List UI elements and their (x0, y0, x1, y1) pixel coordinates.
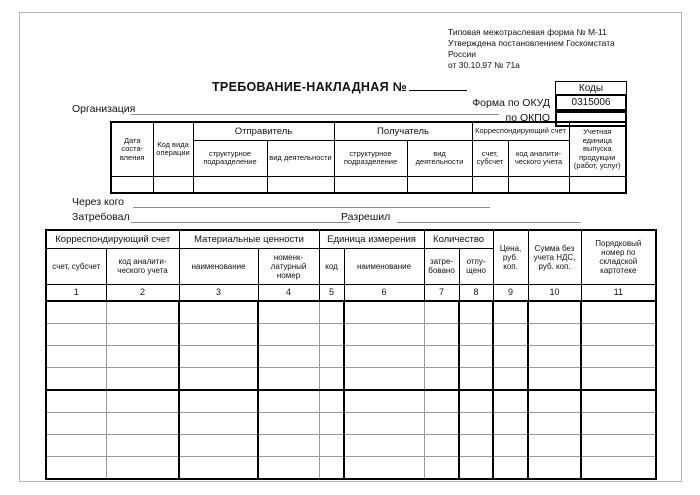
group-corresponding-account: Корреспондирующий счет (46, 230, 179, 248)
grid-cell (106, 301, 179, 324)
grid-cell (258, 456, 319, 479)
grid-cell (581, 367, 656, 390)
grid-cell (46, 456, 106, 479)
col-sum-without-vat: Сумма без учета НДС, руб. коп. (528, 230, 581, 284)
grid-cell (528, 390, 581, 413)
grid-cell (344, 323, 424, 345)
grid-cell (46, 323, 106, 345)
approval-line: России (448, 49, 477, 59)
col-accounting-unit: Учетная единица выпуска продукции (работ, услуг) (569, 122, 626, 176)
grid-cell (459, 345, 493, 367)
col-account-subaccount: счет, субсчет (472, 140, 508, 176)
through-whom-label: Через кого (72, 196, 125, 208)
grid-cell (424, 301, 459, 324)
col-price: Цена, руб. коп. (493, 230, 528, 284)
page-title-text: ТРЕБОВАНИЕ-НАКЛАДНАЯ № (212, 80, 407, 94)
grid-cell (459, 390, 493, 413)
col-sender-activity: вид деятельности (267, 140, 334, 176)
grid-cell (459, 456, 493, 479)
group-corresponding-account: Корреспондирующий счет (472, 122, 569, 140)
col-released: отпу- щено (459, 248, 493, 284)
empty-row (46, 456, 656, 479)
grid-cell (528, 412, 581, 434)
header-table (110, 121, 627, 194)
requested-by-blank (131, 211, 350, 223)
grid-cell (319, 456, 344, 479)
grid-cell (424, 345, 459, 367)
grid-cell (493, 367, 528, 390)
col-requested: затре- бовано (424, 248, 459, 284)
grid-cell (424, 367, 459, 390)
grid-cell (179, 345, 258, 367)
grid-cell (258, 434, 319, 456)
grid-cell (106, 345, 179, 367)
grid-cell (581, 434, 656, 456)
grid-cell (581, 456, 656, 479)
col-analytic-code: код аналити- ческого учета (508, 140, 569, 176)
grid-cell (319, 367, 344, 390)
okud-label: Форма по ОКУД (472, 97, 550, 109)
okpo-label: по ОКПО (505, 112, 550, 124)
col-date: Дата соста- вления (111, 122, 153, 176)
grid-cell (581, 323, 656, 345)
main-table-body (46, 301, 656, 479)
grid-cell (106, 456, 179, 479)
approval-line: Утверждена постановлением Госкомстата (448, 38, 615, 48)
grid-cell (528, 323, 581, 345)
col-nomenclature-number: номенк- латурный номер (258, 248, 319, 284)
organization-label: Организация (72, 103, 136, 115)
grid-cell (319, 301, 344, 324)
approval-line: Типовая межотраслевая форма № М-11 (448, 27, 607, 37)
column-numbers-row: 1 2 3 4 5 6 7 8 9 10 11 (46, 284, 656, 301)
grid-cell (459, 412, 493, 434)
grid-cell (493, 412, 528, 434)
permitted-by-blank (397, 211, 581, 223)
empty-row (46, 390, 656, 413)
grid-cell (344, 367, 424, 390)
grid-cell (46, 390, 106, 413)
grid-cell (179, 412, 258, 434)
group-receiver: Получатель (334, 122, 472, 140)
col-receiver-subdivision: структурное подразделение (334, 140, 407, 176)
grid-cell (424, 323, 459, 345)
grid-cell (424, 390, 459, 413)
grid-cell (179, 301, 258, 324)
grid-cell (528, 345, 581, 367)
group-quantity: Количество (424, 230, 493, 248)
empty-row (46, 345, 656, 367)
grid-cell (258, 412, 319, 434)
grid-cell (106, 323, 179, 345)
grid-cell (459, 301, 493, 324)
grid-cell (46, 345, 106, 367)
grid-cell (344, 345, 424, 367)
main-table (45, 229, 657, 480)
page-title (212, 80, 467, 94)
through-whom-blank (133, 196, 490, 208)
grid-cell (258, 367, 319, 390)
organization-blank (131, 103, 499, 115)
grid-cell (424, 434, 459, 456)
grid-cell (319, 434, 344, 456)
col-analytic-code: код аналити- ческого учета (106, 248, 179, 284)
grid-cell (528, 301, 581, 324)
empty-row (46, 301, 656, 324)
group-material-values: Материальные ценности (179, 230, 319, 248)
col-unit-code: код (319, 248, 344, 284)
grid-cell (528, 434, 581, 456)
grid-cell (258, 323, 319, 345)
grid-cell (581, 345, 656, 367)
grid-cell (493, 301, 528, 324)
grid-cell (528, 367, 581, 390)
grid-cell (319, 323, 344, 345)
grid-cell (424, 456, 459, 479)
grid-cell (179, 456, 258, 479)
okud-value-cell: 0315006 (555, 94, 627, 111)
grid-cell (493, 345, 528, 367)
grid-cell (106, 367, 179, 390)
grid-cell (106, 412, 179, 434)
grid-cell (179, 367, 258, 390)
grid-cell (493, 390, 528, 413)
grid-cell (344, 434, 424, 456)
grid-cell (258, 345, 319, 367)
col-account-subaccount: счет, субсчет (46, 248, 106, 284)
grid-cell (319, 412, 344, 434)
col-sender-subdivision: структурное подразделение (193, 140, 267, 176)
grid-cell (46, 434, 106, 456)
grid-cell (46, 301, 106, 324)
grid-cell (46, 367, 106, 390)
group-measure-unit: Единица измерения (319, 230, 424, 248)
empty-row (46, 412, 656, 434)
col-receiver-activity: вид деятельности (407, 140, 472, 176)
grid-cell (344, 456, 424, 479)
col-material-name: наименование (179, 248, 258, 284)
grid-cell (424, 412, 459, 434)
header-table-empty-row (111, 176, 626, 193)
col-operation-code: Код вида операции (153, 122, 193, 176)
col-card-index-number: Порядковый номер по складской картотеке (581, 230, 656, 284)
grid-cell (344, 412, 424, 434)
grid-cell (459, 434, 493, 456)
col-unit-name: наименование (344, 248, 424, 284)
group-sender: Отправитель (193, 122, 334, 140)
grid-cell (179, 390, 258, 413)
grid-cell (581, 301, 656, 324)
empty-row (46, 323, 656, 345)
grid-cell (258, 301, 319, 324)
grid-cell (459, 323, 493, 345)
grid-cell (528, 456, 581, 479)
grid-cell (493, 434, 528, 456)
grid-cell (581, 390, 656, 413)
requested-by-label: Затребовал (72, 211, 130, 223)
document-number-blank (409, 80, 467, 91)
approval-stamp (448, 27, 663, 71)
empty-row (46, 434, 656, 456)
grid-cell (258, 390, 319, 413)
grid-cell (459, 367, 493, 390)
grid-cell (493, 456, 528, 479)
grid-cell (344, 390, 424, 413)
grid-cell (179, 434, 258, 456)
codes-header-cell: Коды (555, 81, 627, 96)
grid-cell (106, 390, 179, 413)
grid-cell (319, 345, 344, 367)
permitted-by-label: Разрешил (341, 211, 391, 223)
grid-cell (179, 323, 258, 345)
grid-cell (344, 301, 424, 324)
grid-cell (493, 323, 528, 345)
empty-row (46, 367, 656, 390)
grid-cell (106, 434, 179, 456)
approval-line: от 30.10.97 № 71а (448, 60, 520, 70)
grid-cell (46, 412, 106, 434)
grid-cell (581, 412, 656, 434)
grid-cell (319, 390, 344, 413)
